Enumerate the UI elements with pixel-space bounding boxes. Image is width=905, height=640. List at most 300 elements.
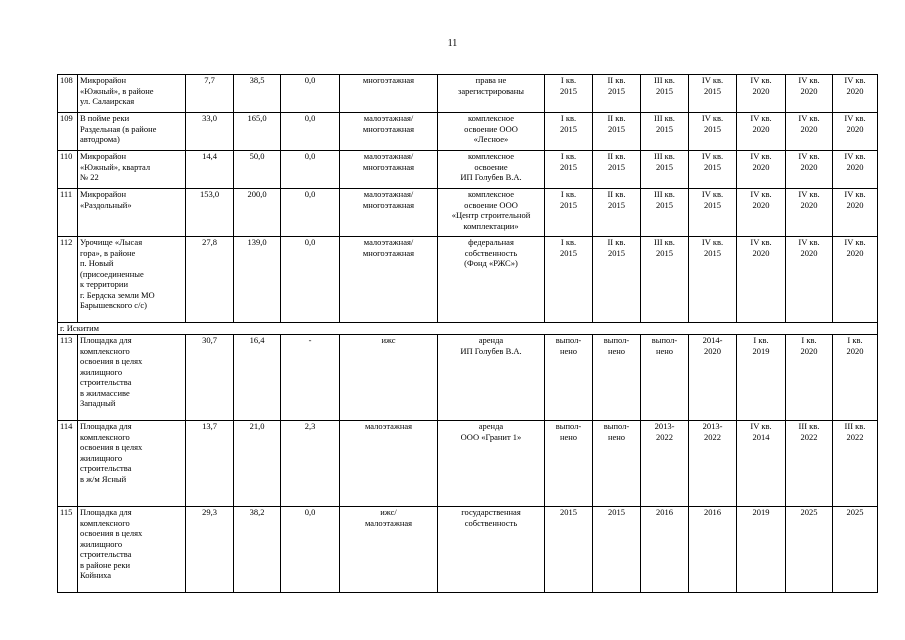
building-type-line: многоэтажная xyxy=(362,161,415,172)
housing-volume-value-line: 139,0 xyxy=(247,237,267,247)
stage-deadline-line: выпол- xyxy=(651,335,678,345)
housing-volume-value-line: 38,5 xyxy=(249,75,265,85)
stage-deadline-line: IV кв. xyxy=(844,75,866,85)
ownership-status-line: освоение ООО xyxy=(464,199,518,210)
stage-deadline xyxy=(786,113,833,151)
stage-deadline-line: 2020 xyxy=(752,85,770,96)
stage-deadline-line: 2020 xyxy=(800,247,818,258)
stage-deadline-line: I кв. xyxy=(560,113,577,123)
stage-deadline xyxy=(593,335,641,421)
stage-deadline xyxy=(833,335,878,421)
stage-deadline-line: 2015 xyxy=(656,85,673,96)
stage-deadline-line: 2015 xyxy=(560,123,577,134)
stage-deadline xyxy=(737,421,786,507)
stage-deadline-line: IV кв. xyxy=(750,75,772,85)
stage-deadline-line: IV кв. xyxy=(701,75,724,85)
row-number-line: 109 xyxy=(60,113,73,123)
stage-deadline xyxy=(833,421,878,507)
site-name-line: г. Бердска земли МО xyxy=(80,289,155,300)
row-number-line: 111 xyxy=(60,189,73,199)
area-value-line: 13,7 xyxy=(202,421,217,431)
stage-deadline-line: IV кв. xyxy=(701,113,724,123)
row-number xyxy=(58,237,78,323)
stage-deadline-line: 2020 xyxy=(846,345,864,356)
stage-deadline xyxy=(641,507,689,593)
stage-deadline xyxy=(593,75,641,113)
row-number-line: 114 xyxy=(60,421,73,431)
stage-deadline xyxy=(833,113,878,151)
commissioned-value-line: 0,0 xyxy=(304,113,316,123)
housing-volume-value xyxy=(234,75,281,113)
ownership-status-line: комплексное xyxy=(467,189,515,199)
stage-deadline-line: I кв. xyxy=(560,75,577,85)
stage-deadline-line: нено xyxy=(655,345,674,356)
stage-deadline-line: 2015 xyxy=(608,85,625,96)
stage-deadline xyxy=(545,421,593,507)
table-row xyxy=(58,237,878,323)
ownership-status-line: освоение xyxy=(474,161,508,172)
building-type-line: малоэтажная/ xyxy=(363,189,414,199)
stage-deadline-line: IV кв. xyxy=(798,113,820,123)
stage-deadline-line: I кв. xyxy=(560,189,577,199)
commissioned-value xyxy=(281,151,340,189)
stage-deadline xyxy=(545,189,593,237)
site-name-line: Барышевского с/с) xyxy=(80,300,148,310)
stage-deadline-line: нено xyxy=(607,345,626,356)
stage-deadline-line: 2015 xyxy=(704,123,721,134)
ownership-status-line: ИП Голубев В.А. xyxy=(460,172,522,182)
stage-deadline xyxy=(786,335,833,421)
stage-deadline xyxy=(833,507,878,593)
stage-deadline-line: 2020 xyxy=(800,85,818,96)
table-row xyxy=(58,421,878,507)
row-number-line: 110 xyxy=(60,151,73,161)
stage-deadline xyxy=(641,335,689,421)
building-type xyxy=(340,75,438,113)
table-row xyxy=(58,113,878,151)
area-value-line: 30,7 xyxy=(202,335,217,345)
area-value xyxy=(186,421,234,507)
building-type xyxy=(340,507,438,593)
area-value-line: 14,4 xyxy=(202,151,217,161)
ownership-status-line: собственность xyxy=(464,517,518,528)
ownership-status-line: (Фонд «РЖС») xyxy=(464,258,518,268)
stage-deadline xyxy=(786,421,833,507)
table-body xyxy=(58,75,878,593)
area-value xyxy=(186,75,234,113)
stage-deadline-line: 2015 xyxy=(704,247,721,258)
stage-deadline-line: 2015 xyxy=(704,199,721,210)
stage-deadline-line: 2016 xyxy=(704,507,721,517)
stage-deadline-line: 2015 xyxy=(704,85,721,96)
site-name-line: Западный xyxy=(80,398,116,408)
stage-deadline-line: IV кв. xyxy=(844,237,866,247)
stage-deadline xyxy=(786,189,833,237)
ownership-status-line: комплектации» xyxy=(463,220,519,231)
site-name-line: Площадка для xyxy=(80,507,132,517)
stage-deadline-line: 2015 xyxy=(704,161,721,172)
stage-deadline-line: 2022 xyxy=(656,431,673,442)
table-row xyxy=(58,335,878,421)
stage-deadline xyxy=(689,189,737,237)
site-name-line: Урочище «Лысая xyxy=(80,237,143,247)
row-number xyxy=(58,113,78,151)
site-name-line: № 22 xyxy=(80,172,99,182)
stage-deadline xyxy=(689,507,737,593)
commissioned-value-line: - xyxy=(308,335,312,345)
table-row xyxy=(58,75,878,113)
stage-deadline xyxy=(833,237,878,323)
stage-deadline-line: 2025 xyxy=(800,507,818,517)
housing-volume-value-line: 200,0 xyxy=(247,189,267,199)
site-name-line: в ж/м Ясный xyxy=(80,473,127,484)
building-type-line: малоэтажная xyxy=(364,421,413,431)
stage-deadline-line: IV кв. xyxy=(844,151,866,161)
commissioned-value xyxy=(281,113,340,151)
stage-deadline-line: IV кв. xyxy=(701,237,724,247)
area-value-line: 7,7 xyxy=(204,75,215,85)
stage-deadline-line: 2020 xyxy=(752,247,770,258)
stage-deadline-line: IV кв. xyxy=(701,189,724,199)
section-title: г. Искитим xyxy=(58,323,878,335)
stage-deadline xyxy=(641,189,689,237)
site-name-line: «Раздольный» xyxy=(80,199,132,210)
site-name-line: «Южный», квартал xyxy=(80,161,151,172)
site-name-line: в жилмассиве xyxy=(80,387,130,398)
stage-deadline xyxy=(689,113,737,151)
stage-deadline xyxy=(833,151,878,189)
site-name-line: п. Новый xyxy=(80,258,114,268)
housing-volume-value xyxy=(234,421,281,507)
ownership-status-line: аренда xyxy=(478,335,504,345)
stage-deadline-line: III кв. xyxy=(654,189,675,199)
housing-volume-value xyxy=(234,335,281,421)
stage-deadline-line: III кв. xyxy=(654,113,675,123)
stage-deadline-line: I кв. xyxy=(560,237,577,247)
stage-deadline-line: 2015 xyxy=(656,199,673,210)
stage-deadline-line: выпол- xyxy=(555,421,582,431)
site-name-line: строительства xyxy=(80,549,132,559)
housing-volume-value-line: 16,4 xyxy=(249,335,265,345)
stage-deadline xyxy=(641,151,689,189)
page-number: 11 xyxy=(447,38,458,49)
ownership-status-line: федеральная xyxy=(468,237,514,247)
stage-deadline xyxy=(786,151,833,189)
ownership-status xyxy=(438,335,545,421)
stage-deadline xyxy=(545,507,593,593)
site-name-line: строительства xyxy=(80,377,132,387)
site-name-line: освоения в целях xyxy=(80,442,143,452)
stage-deadline-line: 2020 xyxy=(846,123,864,134)
site-name-line: к территории xyxy=(80,279,128,289)
ownership-status xyxy=(438,507,545,593)
site-name-line: жилищного xyxy=(80,538,123,549)
ownership-status-line: «Лесное» xyxy=(473,134,509,144)
building-type xyxy=(340,189,438,237)
housing-volume-value xyxy=(234,189,281,237)
building-type-line: малоэтажная xyxy=(364,517,413,528)
commissioned-value-line: 2,3 xyxy=(304,421,316,431)
stage-deadline-line: 2015 xyxy=(608,123,625,134)
row-number xyxy=(58,335,78,421)
area-value-line: 33,0 xyxy=(202,113,217,123)
stage-deadline-line: 2022 xyxy=(800,431,818,442)
area-value-line: 29,3 xyxy=(202,507,217,517)
ownership-status-line: зарегистрированы xyxy=(457,85,524,96)
stage-deadline xyxy=(641,113,689,151)
stage-deadline-line: 2020 xyxy=(800,345,818,356)
stage-deadline-line: 2015 xyxy=(560,199,577,210)
stage-deadline xyxy=(833,189,878,237)
stage-deadline-line: 2020 xyxy=(846,199,864,210)
stage-deadline xyxy=(689,421,737,507)
building-type xyxy=(340,151,438,189)
site-name-line: жилищного xyxy=(80,366,123,377)
stage-deadline-line: IV кв. xyxy=(798,151,820,161)
stage-deadline-line: IV кв. xyxy=(798,189,820,199)
site-name-line: (присоединенные xyxy=(80,268,144,279)
building-type xyxy=(340,237,438,323)
stage-deadline-line: выпол- xyxy=(603,335,630,345)
stage-deadline-line: 2020 xyxy=(846,161,864,172)
stage-deadline-line: 2015 xyxy=(608,507,625,517)
stage-deadline-line: II кв. xyxy=(607,75,626,85)
stage-deadline-line: выпол- xyxy=(555,335,582,345)
row-number xyxy=(58,421,78,507)
stage-deadline xyxy=(689,335,737,421)
ownership-status xyxy=(438,421,545,507)
commissioned-value-line: 0,0 xyxy=(304,507,316,517)
stage-deadline-line: III кв. xyxy=(654,151,675,161)
building-type-line: малоэтажная/ xyxy=(363,151,414,161)
stage-deadline-line: 2020 xyxy=(846,247,864,258)
site-name xyxy=(78,237,186,323)
stage-deadline xyxy=(593,421,641,507)
stage-deadline xyxy=(545,335,593,421)
stage-deadline-line: 2025 xyxy=(846,507,864,517)
commissioned-value xyxy=(281,335,340,421)
site-name-line: гора», в районе xyxy=(80,247,136,258)
area-value xyxy=(186,189,234,237)
stage-deadline-line: 2020 xyxy=(846,85,864,96)
housing-volume-value-line: 165,0 xyxy=(247,113,267,123)
table-row xyxy=(58,507,878,593)
stage-deadline-line: 2020 xyxy=(800,199,818,210)
site-name-line: Микрорайон xyxy=(80,75,127,85)
commissioned-value-line: 0,0 xyxy=(304,75,316,85)
ownership-status-line: государственная xyxy=(461,507,521,517)
stage-deadline-line: 2016 xyxy=(656,507,673,517)
stage-deadline-line: I кв. xyxy=(801,335,817,345)
stage-deadline xyxy=(689,237,737,323)
site-name-line: Площадка для xyxy=(80,335,132,345)
stage-deadline xyxy=(737,507,786,593)
stage-deadline-line: II кв. xyxy=(607,151,626,161)
row-number xyxy=(58,189,78,237)
stage-deadline-line: 2020 xyxy=(800,161,818,172)
site-name xyxy=(78,507,186,593)
stage-deadline-line: 2015 xyxy=(656,123,673,134)
stage-deadline-line: IV кв. xyxy=(750,151,772,161)
site-name-line: автодрома) xyxy=(80,134,120,144)
stage-deadline-line: IV кв. xyxy=(844,189,866,199)
site-name-line: Раздельная (в районе xyxy=(80,123,157,134)
ownership-status-line: освоение ООО xyxy=(464,123,518,134)
stage-deadline-line: 2019 xyxy=(752,345,770,356)
area-value xyxy=(186,151,234,189)
ownership-status-line: комплексное xyxy=(467,113,515,123)
row-number xyxy=(58,75,78,113)
building-type-line: многоэтажная xyxy=(362,199,415,210)
stage-deadline xyxy=(593,151,641,189)
stage-deadline-line: 2015 xyxy=(560,85,577,96)
site-name-line: Койниха xyxy=(80,570,112,580)
site-name-line: освоения в целях xyxy=(80,528,143,538)
table-row xyxy=(58,189,878,237)
building-type xyxy=(340,421,438,507)
stage-deadline xyxy=(786,507,833,593)
stage-deadline-line: нено xyxy=(559,345,578,356)
stage-deadline-line: II кв. xyxy=(607,189,626,199)
area-value xyxy=(186,507,234,593)
ownership-status-line: ИП Голубев В.А. xyxy=(460,345,522,356)
stage-deadline-line: нено xyxy=(607,431,626,442)
stage-deadline-line: I кв. xyxy=(753,335,769,345)
stage-deadline xyxy=(737,113,786,151)
stage-deadline xyxy=(545,237,593,323)
stage-deadline-line: 2015 xyxy=(608,199,625,210)
stage-deadline-line: III кв. xyxy=(654,75,675,85)
stage-deadline-line: 2015 xyxy=(656,161,673,172)
stage-deadline xyxy=(737,189,786,237)
stage-deadline xyxy=(641,75,689,113)
stage-deadline-line: 2015 xyxy=(656,247,673,258)
stage-deadline-line: 2013- xyxy=(702,421,723,431)
site-name-line: комплексного xyxy=(80,431,130,442)
stage-deadline-line: III кв. xyxy=(654,237,675,247)
commissioned-value xyxy=(281,189,340,237)
stage-deadline-line: 2015 xyxy=(560,507,577,517)
stage-deadline-line: 2015 xyxy=(560,161,577,172)
stage-deadline-line: IV кв. xyxy=(798,237,820,247)
site-name-line: комплексного xyxy=(80,517,130,528)
ownership-status xyxy=(438,113,545,151)
area-value xyxy=(186,335,234,421)
site-name xyxy=(78,151,186,189)
stage-deadline xyxy=(737,75,786,113)
stage-deadline xyxy=(593,507,641,593)
stage-deadline xyxy=(737,151,786,189)
commissioned-value xyxy=(281,237,340,323)
area-value-line: 153,0 xyxy=(199,189,220,199)
row-number xyxy=(58,151,78,189)
housing-volume-value xyxy=(234,151,281,189)
stage-deadline xyxy=(545,75,593,113)
ownership-status-line: аренда xyxy=(478,421,504,431)
stage-deadline xyxy=(737,335,786,421)
commissioned-value-line: 0,0 xyxy=(304,151,316,161)
building-type xyxy=(340,335,438,421)
commissioned-value xyxy=(281,75,340,113)
site-name xyxy=(78,189,186,237)
ownership-status xyxy=(438,75,545,113)
row-number-line: 112 xyxy=(60,237,73,247)
housing-volume-value xyxy=(234,507,281,593)
housing-sites-table xyxy=(57,74,878,593)
building-type xyxy=(340,113,438,151)
site-name xyxy=(78,113,186,151)
housing-volume-value xyxy=(234,237,281,323)
stage-deadline xyxy=(593,113,641,151)
ownership-status xyxy=(438,151,545,189)
stage-deadline xyxy=(737,237,786,323)
site-name-line: строительства xyxy=(80,463,132,473)
building-type-line: малоэтажная/ xyxy=(363,113,414,123)
site-name-line: освоения в целях xyxy=(80,356,143,366)
stage-deadline-line: 2014 xyxy=(752,431,770,442)
area-value xyxy=(186,237,234,323)
ownership-status-line: права не xyxy=(475,75,507,85)
site-name xyxy=(78,75,186,113)
stage-deadline-line: II кв. xyxy=(607,237,626,247)
site-name-line: в районе реки xyxy=(80,559,131,570)
housing-volume-value xyxy=(234,113,281,151)
stage-deadline-line: 2020 xyxy=(800,123,818,134)
commissioned-value xyxy=(281,421,340,507)
table-row xyxy=(58,151,878,189)
stage-deadline-line: 2015 xyxy=(608,161,625,172)
row-number-line: 108 xyxy=(60,75,73,85)
building-type-line: ижс/ xyxy=(380,507,397,517)
stage-deadline-line: 2022 xyxy=(846,431,864,442)
stage-deadline-line: IV кв. xyxy=(701,151,724,161)
ownership-status xyxy=(438,189,545,237)
building-type-line: многоэтажная xyxy=(362,123,415,134)
site-name-line: «Южный», в районе xyxy=(80,85,154,96)
housing-volume-value-line: 38,2 xyxy=(249,507,265,517)
stage-deadline-line: 2015 xyxy=(560,247,577,258)
stage-deadline-line: IV кв. xyxy=(750,237,772,247)
stage-deadline-line: IV кв. xyxy=(798,75,820,85)
site-name-line: Микрорайон xyxy=(80,189,127,199)
site-name-line: жилищного xyxy=(80,452,123,463)
stage-deadline xyxy=(593,237,641,323)
building-type-line: многоэтажная xyxy=(362,75,415,85)
site-name-line: Микрорайон xyxy=(80,151,127,161)
stage-deadline xyxy=(786,237,833,323)
area-value-line: 27,8 xyxy=(202,237,217,247)
stage-deadline-line: нено xyxy=(559,431,578,442)
row-number-line: 113 xyxy=(60,335,73,345)
commissioned-value-line: 0,0 xyxy=(304,237,316,247)
area-value xyxy=(186,113,234,151)
stage-deadline xyxy=(689,75,737,113)
stage-deadline-line: III кв. xyxy=(844,421,866,431)
stage-deadline-line: 2014- xyxy=(702,335,723,345)
site-name xyxy=(78,335,186,421)
section-row xyxy=(58,323,878,335)
stage-deadline-line: IV кв. xyxy=(844,113,866,123)
stage-deadline xyxy=(689,151,737,189)
building-type-line: многоэтажная xyxy=(362,247,415,258)
ownership-status-line: ООО «Гранит 1» xyxy=(460,431,522,442)
stage-deadline-line: II кв. xyxy=(607,113,626,123)
stage-deadline-line: I кв. xyxy=(847,335,863,345)
stage-deadline-line: 2020 xyxy=(752,199,770,210)
site-name-line: В пойме реки xyxy=(80,113,130,123)
stage-deadline-line: 2019 xyxy=(752,507,770,517)
row-number xyxy=(58,507,78,593)
